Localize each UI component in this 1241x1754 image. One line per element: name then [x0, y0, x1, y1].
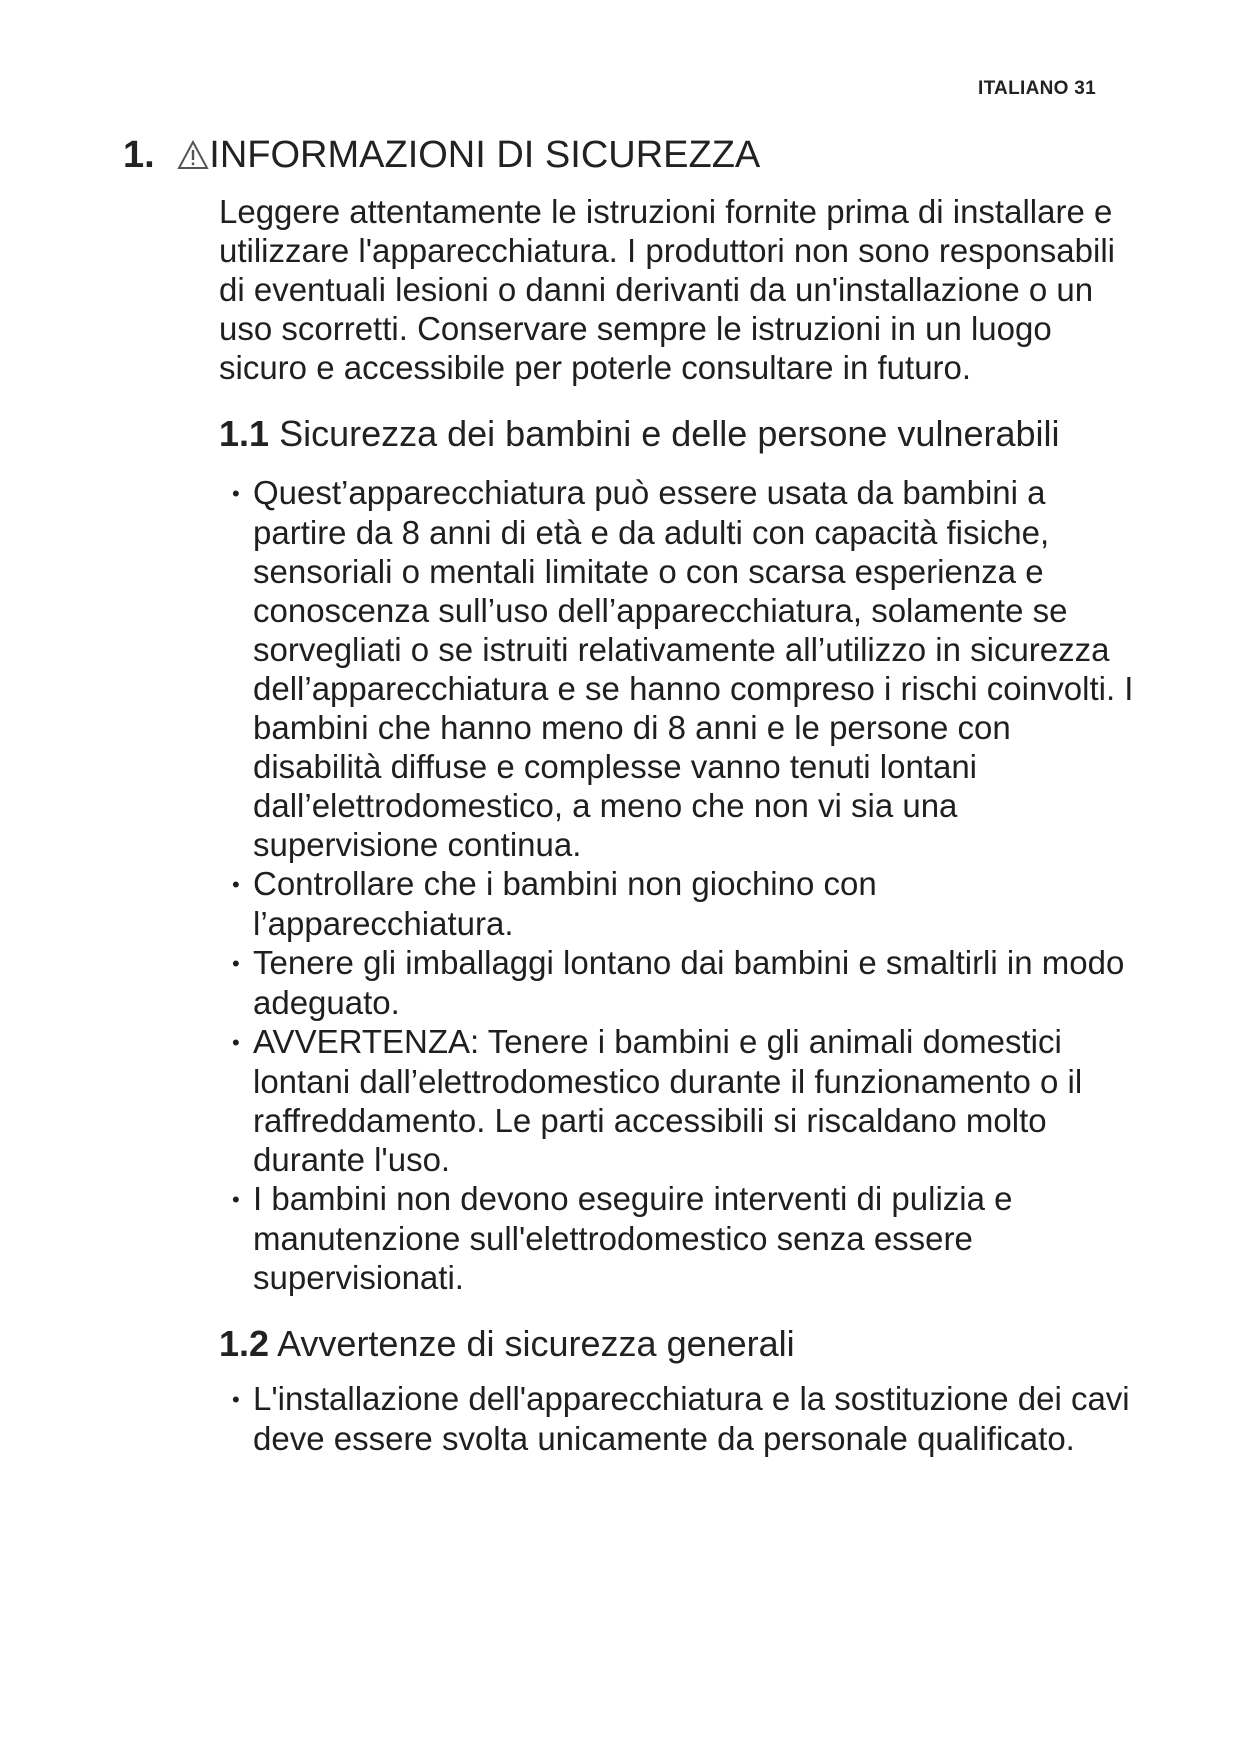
page-header: ITALIANO 31	[977, 78, 1096, 99]
list-item	[219, 473, 1139, 864]
section-number: 1.	[123, 134, 155, 176]
bullet-icon: •	[232, 1387, 240, 1412]
subsection-number: 1.2	[219, 1323, 270, 1364]
main-content	[219, 192, 1139, 1458]
bullet-icon: •	[232, 481, 240, 506]
list-item-text: Quest’apparecchiatura può essere usata da bambini a partire da 8 anni di età e da adulti con capacità fisiche, sensoriali o mentali limitate o con scarsa esperienza e conoscenza sull’uso dell’apparecchiatura, solamente se sorvegliati o se istruiti relativamente all’utilizzo in sicurezza dell’apparecchiatura e se hanno compreso i rischi coinvolti. I bambini che hanno meno di 8 anni e le persone con disabilità diffuse e complesse vanno tenuti lontani dall’elettrodomestico, a meno che non vi sia una supervisione continua.	[253, 474, 1134, 863]
general-safety-list	[219, 1379, 1139, 1458]
list-item-text: L'installazione dell'apparecchiatura e la sostituzione dei cavi deve essere svolta unicamente da personale qualificato.	[253, 1380, 1130, 1457]
warning-triangle-icon	[177, 140, 209, 170]
list-item-text: Controllare che i bambini non giochino con l’apparecchiatura.	[253, 865, 877, 942]
list-item	[219, 943, 1139, 1022]
section-title	[123, 132, 760, 178]
section-title-text: INFORMAZIONI DI SICUREZZA	[209, 134, 761, 176]
list-item-text: I bambini non devono eseguire interventi di pulizia e manutenzione sull'elettrodomestico senza essere supervisionati.	[253, 1180, 1013, 1296]
intro-paragraph: Leggere attentamente le istruzioni fornite prima di installare e utilizzare l'apparecchiatura. I produttori non sono responsabili di eventuali lesioni o danni derivanti da un'installazione o un uso scorretti. Conservare sempre le istruzioni in un luogo sicuro e accessibile per poterle consultare in futuro.	[219, 193, 1115, 386]
list-item-text: AVVERTENZA: Tenere i bambini e gli animali domestici lontani dall’elettrodomestico durante il funzionamento o il raffreddamento. Le parti accessibili si riscaldano molto durante l'uso.	[253, 1023, 1083, 1178]
list-item-text: Tenere gli imballaggi lontano dai bambini e smaltirli in modo adeguato.	[253, 944, 1125, 1021]
child-safety-list	[219, 473, 1139, 1297]
list-item	[219, 1179, 1139, 1297]
bullet-icon: •	[232, 1187, 240, 1212]
list-item	[219, 864, 1139, 943]
subsection-title-child-safety	[219, 413, 1139, 455]
subsection-title-text: Avvertenze di sicurezza generali	[277, 1323, 795, 1364]
list-item	[219, 1022, 1139, 1179]
list-item	[219, 1379, 1139, 1458]
subsection-number: 1.1	[219, 413, 270, 454]
bullet-icon: •	[232, 872, 240, 897]
subsection-title-text: Sicurezza dei bambini e delle persone vulnerabili	[279, 413, 1060, 454]
subsection-title-general-safety	[219, 1323, 1139, 1365]
bullet-icon: •	[232, 1030, 240, 1055]
bullet-icon: •	[232, 951, 240, 976]
